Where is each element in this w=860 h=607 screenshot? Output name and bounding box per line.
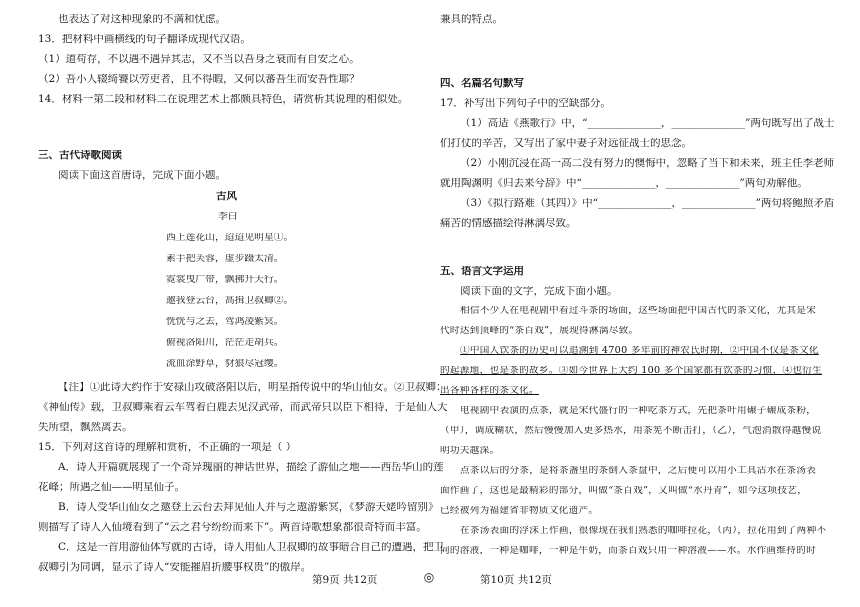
section-heading-language: 五、语言文字运用 — [440, 266, 524, 277]
page-number-left: 第9页 共12页 — [312, 574, 378, 586]
poem-line: 素手把芙蓉，虚步蹑太清。 — [166, 254, 284, 264]
passage-line: 在茶汤表面的浮沫上作画，很像现在我们熟悉的咖啡拉花，（丙），拉花用到了两种不 — [460, 526, 827, 536]
passage-line: 相信不少人在电视剧中看过斗茶的场面，这些场面把中国古代的茶文化，尤其是宋 — [460, 306, 817, 316]
option-a-cont: 花峰；所遇之仙——明星仙子。 — [38, 482, 185, 493]
passage-line: 同的溶液，一种是咖啡，一种是牛奶，而茶百戏只用一种溶液——水。水作画维持的时 — [440, 546, 816, 556]
question-17: 17．补写出下列句子中的空缺部分。 — [440, 98, 611, 109]
poem-line: 邀我登云台，高揖卫叔卿②。 — [166, 296, 294, 306]
poem-title: 古风 — [216, 191, 237, 202]
passage-line: 点茶以后的分茶，是将茶盏里的茶倒入茶盘中，之后便可以用小工具沾水在茶汤表 — [460, 466, 817, 476]
poem-line: 西上莲花山，迢迢见明星①。 — [166, 233, 294, 243]
question-15: 15．下列对这首诗的理解和赏析，不正确的一项是（ ） — [38, 442, 297, 453]
question-13-item-1: （1）道苟存，不以遇不遇异其志，又不当以吾身之衰而有自安之心。 — [38, 54, 360, 65]
question-17-item-1: （1）高适《燕歌行》中，“______________，______________”两句既写出了战士 — [460, 118, 835, 129]
option-c: C．这是一首用游仙体写就的古诗，诗人用仙人卫叔卿的故事暗合自己的遭遇，把卫 — [58, 542, 445, 553]
poem-note: 【注】①此诗大约作于安禄山攻破洛阳以后，明星指传说中的华山仙女。②卫叔卿： — [58, 382, 447, 393]
question-14: 14．材料一第二段和材料二在说理艺术上都颇具特色，请赏析其说理的相似处。 — [38, 94, 409, 105]
passage-line: 电视剧中表演的点茶，就是宋代盛行的一种吃茶方式，先把茶叶用碾子碾成茶粉， — [460, 406, 817, 416]
passage-line: （甲），调成糊状，然后慢慢加入更多热水，用茶筅不断击打，（乙），气泡消散得越慢说 — [440, 426, 822, 436]
center-mark: ◎ — [423, 570, 435, 584]
question-17-item-3-cont: 痛苦的情感描绘得淋漓尽致。 — [440, 218, 577, 229]
page-number-right: 第10页 共12页 — [480, 574, 553, 586]
instruction: 阅读下面这首唐诗，完成下面小题。 — [58, 170, 226, 181]
passage-line: 明功夫越深。 — [440, 446, 500, 456]
poem-note: 《神仙传》载，卫叔卿乘着云车驾着白鹿去见汉武帝，而武帝只以臣下相待，于是仙人大 — [38, 402, 448, 413]
right-page — [430, 0, 860, 607]
passage-line: 面作画了，这也是最精彩的部分，叫做“茶百戏”，又叫做“水丹青”，如今这项技艺， — [440, 486, 808, 496]
option-b-cont: 则描写了诗人入仙境看到了“云之君兮纷纷而来下”。两首诗歌想象都很奇特而丰富。 — [38, 522, 427, 533]
text-line: 也表达了对这种现象的不满和忧虑。 — [58, 14, 226, 25]
section-heading-poetry: 三、古代诗歌阅读 — [38, 150, 122, 161]
question-17-item-3: （3）《拟行路难（其四）》中“______________，______________”两句将鲍照矛盾 — [460, 198, 835, 209]
question-17-item-1-cont: 们打仗的辛苦，又写出了家中妻子对远征战士的思念。 — [440, 138, 692, 149]
question-17-item-2-cont: 就用陶渊明《归去来兮辞》中“______________，______________”两句劝解他。 — [440, 178, 808, 189]
passage-line-underlined: 的起源地，也是茶的故乡。③如今世界上大约 100 多个国家都有饮茶的习惯，④也衍生 — [440, 366, 823, 376]
option-c-cont: 叔卿引为同调，显示了诗人“安能摧眉折腰事权贵”的傲岸。 — [38, 562, 312, 573]
passage-line-underlined: ①中国人饮茶的历史可以追溯到 4700 多年前的神农氏时期，②中国不仅是茶文化 — [460, 346, 819, 356]
poem-note: 失所望，飘然离去。 — [38, 422, 133, 433]
section-heading-recitation: 四、名篇名句默写 — [440, 78, 524, 89]
option-a: A．诗人开篇就展现了一个奇异瑰丽的神话世界，描绘了游仙之地——西岳华山的莲 — [58, 462, 444, 473]
poem-line: 俯视洛阳川，茫茫走胡兵。 — [166, 338, 284, 348]
poem-line: 流血涂野草，豺狼尽冠缨。 — [166, 359, 284, 369]
passage-line-underlined: 出各种各样的茶文化。 — [440, 386, 539, 396]
text-line: 兼具的特点。 — [440, 14, 503, 25]
question-13-item-2: （2）吾小人辍绮饕以劳吏者，且不得暇，又何以蕃吾生而安吾性耶？ — [38, 74, 360, 85]
passage-line: 已经被列为福建省非物质文化遗产。 — [440, 506, 599, 516]
poem-line: 恍恍与之去，驾鸿凌紫冥。 — [166, 317, 284, 327]
passage-line: 代时达到顶峰的“茶百戏”，展现得淋漓尽致。 — [440, 326, 639, 336]
option-b: B．诗人受华山仙女之邀登上云台去拜见仙人并与之遨游紫冥，《梦游天姥吟留别》 — [58, 502, 439, 513]
poem-author: 李白 — [218, 212, 238, 222]
poem-line: 霓裳曳广带，飘拂升天行。 — [166, 275, 284, 285]
question-17-item-2: （2）小刚沉浸在高一高二没有努力的懊悔中，忽略了当下和未来，班主任李老师 — [460, 158, 835, 169]
instruction: 阅读下面的文字，完成下面小题。 — [460, 286, 618, 297]
question-13: 13．把材料中画横线的句子翻译成现代汉语。 — [38, 34, 251, 45]
